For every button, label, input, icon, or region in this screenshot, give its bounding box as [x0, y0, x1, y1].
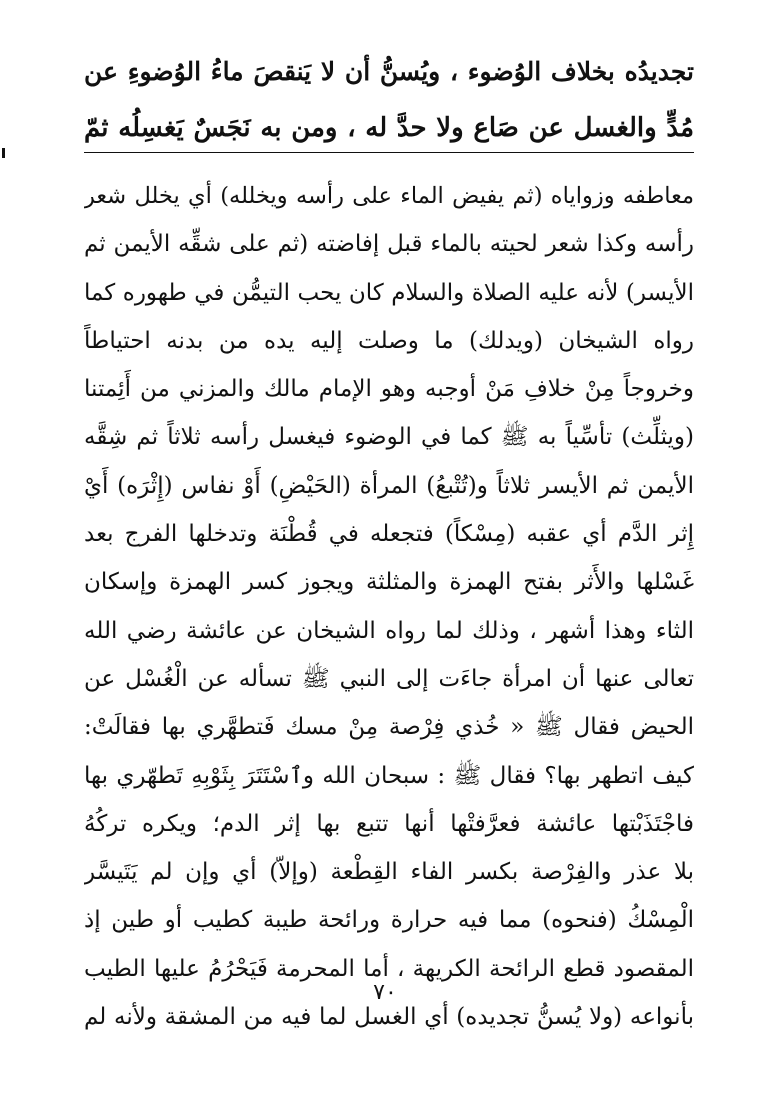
commentary-line: معاطفه وزواياه (ثم يفيض الماء على رأسه ويخلله) أي يخلل شعر	[84, 183, 694, 209]
margin-mark	[2, 148, 5, 158]
commentary-text	[84, 172, 694, 1041]
commentary-line: بلا عذر والفِرْصة بكسر الفاء القِطْعة (وإلاّ) أي وإن لم يَتَيسَّر	[84, 859, 694, 886]
matn-line: تجديدُه بخلاف الوُضوء ، ويُسنُّ أن لا يَنقصَ ماءُ الوُضوءِ عن	[84, 57, 694, 86]
commentary-line: فاجْتَذَبْتها عائشة فعرَّفتْها أنها تتبع بها إثر الدم؛ ويكره تركُهُ	[84, 810, 694, 837]
commentary-line: المقصود قطع الرائحة الكريهة ، أما المحرمة فَيَحْرُمُ عليها الطيب	[84, 955, 694, 982]
commentary-line: وخروجاً مِنْ خلافِ مَنْ أوجبه وهو الإمام مالك والمزني من أَئِمتنا	[84, 376, 694, 403]
commentary-line: الثاء وهذا أشهر ، وذلك لما رواه الشيخان عن عائشة رضي الله	[84, 617, 694, 644]
commentary-line: تعالى عنها أن امرأة جاءَت إلى النبي ﷺ تسأله عن الْغُسْل عن	[84, 665, 694, 692]
commentary-line: كيف اتطهر بها؟ فقال ﷺ : سبحان الله وٱسْتَتَرَ بِثَوْبِهِ تَطهّري بها	[84, 762, 694, 789]
commentary-line: (ويثلِّث) تأسِّياً به ﷺ كما في الوضوء فيغسل رأسه ثلاثاً ثم شِقَّه	[84, 424, 694, 451]
page-number: ٧٠	[373, 980, 397, 1005]
commentary-line: الأيسر) لأنه عليه الصلاة والسلام كان يحب التيمُّن في طهوره كما	[84, 279, 694, 306]
commentary-line: رواه الشيخان (ويدلك) ما وصلت إليه يده من بدنه احتياطاً	[84, 327, 694, 354]
matn-text	[84, 44, 694, 156]
commentary-line: رأسه وكذا شعر لحيته بالماء قبل إفاضته (ثم على شقِّه الأيمن ثم	[84, 231, 694, 258]
commentary-line: بأنواعه (ولا يُسنُّ تجديده) أي الغسل لما فيه من المشقة ولأنه لم	[84, 1004, 694, 1031]
commentary-line: الحيض فقال ﷺ « خُذي فِرْصة مِنْ مسك فَتطهَّري بها فقالَتْ:	[84, 714, 694, 741]
commentary-line: الْمِسْكُ (فنحوه) مما فيه حرارة ورائحة طيبة كطيب أو طين إذ	[84, 907, 694, 934]
separator-rule	[84, 152, 694, 153]
commentary-line: الأيمن ثم الأيسر ثلاثاً و(تُتْبعُ) المرأة (الحَيْضِ) أَوْ نفاس (إِثْرَه) أَيْ	[84, 472, 694, 499]
matn-line: مُدٍّ والغسل عن صَاع ولا حدَّ له ، ومن به نَجَسٌ يَغسِلُه ثمّ	[84, 113, 694, 143]
commentary-line: إِثر الدَّم أي عقبه (مِسْكاً) فتجعله في قُطْنَة وتدخلها الفرج بعد	[84, 521, 694, 548]
commentary-line: غَسْلها والأَثر بفتح الهمزة والمثلثة ويجوز كسر الهمزة وإسكان	[84, 569, 694, 596]
